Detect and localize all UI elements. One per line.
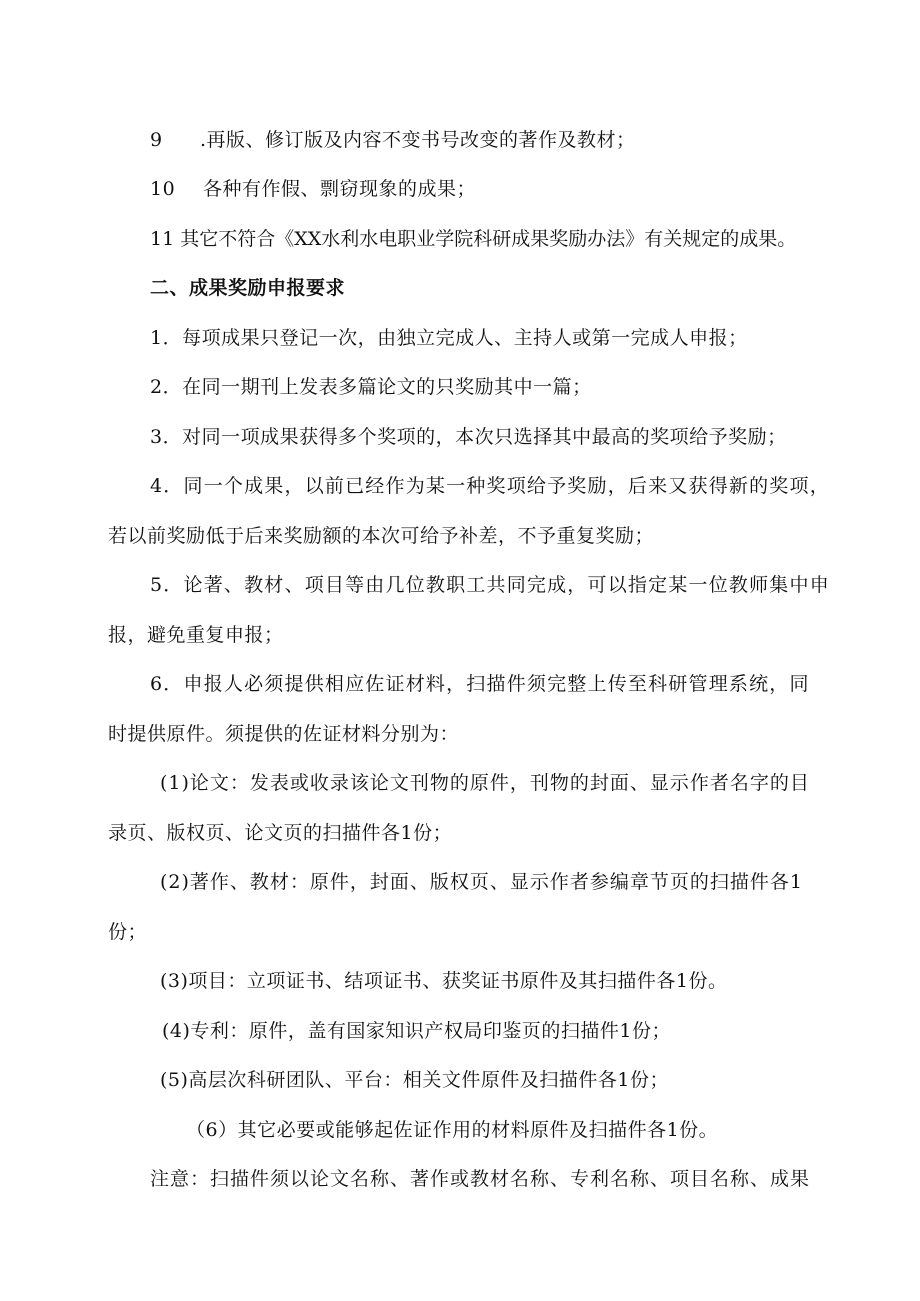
evidence-2-line-1: (2)著作、教材：原件，封面、版权页、显示作者参编章节页的扫描件各1 [160,871,804,893]
evidence-4: (4)专利：原件，盖有国家知识产权局印鉴页的扫描件1份； [162,1020,672,1042]
evidence-1-line-1: (1)论文：发表或收录该论文刊物的原件，刊物的封面、显示作者名字的目 [160,772,810,794]
evidence-6: （6）其它必要或能够起佐证作用的材料原件及扫描件各1份。 [186,1119,719,1141]
list-item-11: 11 其它不符合《XX水利水电职业学院科研成果奖励办法》有关规定的成果。 [150,228,797,250]
list-item-10 [150,177,476,201]
list-item-9 [150,128,636,152]
evidence-3: (3)项目：立项证书、结项证书、获奖证书原件及其扫描件各1份。 [160,970,728,992]
item-number: 9 [150,129,163,151]
item-text: 各种有作假、剽窃现象的成果； [203,178,477,200]
item-number: 10 [150,178,176,200]
evidence-1-line-2: 录页、版权页、论文页的扫描件各1份； [108,822,453,844]
requirement-4-line-2: 若以前奖励低于后来奖励额的本次可给予补差，不予重复奖励； [108,525,655,547]
requirement-6-line-2: 时提供原件。须提供的佐证材料分别为： [108,723,460,745]
section-heading: 二、成果奖励申报要求 [150,277,346,299]
requirement-3: 3．对同一项成果获得多个奖项的，本次只选择其中最高的奖项给予奖励； [150,426,787,448]
requirement-5-line-1: 5．论著、教材、项目等由几位教职工共同完成，可以指定某一位教师集中申 [150,574,830,596]
evidence-5: (5)高层次科研团队、平台：相关文件原件及扫描件各1份； [160,1069,670,1091]
requirement-5-line-2: 报，避免重复申报； [108,624,284,646]
requirement-1: 1．每项成果只登记一次，由独立完成人、主持人或第一完成人申报； [150,327,748,349]
requirement-2: 2．在同一期刊上发表多篇论文的只奖励其中一篇； [150,376,592,398]
evidence-2-line-2: 份； [108,921,148,943]
item-text: .再版、修订版及内容不变书号改变的著作及教材； [200,129,636,151]
requirement-6-line-1: 6．申报人必须提供相应佐证材料，扫描件须完整上传至科研管理系统，同 [150,673,810,695]
note-line: 注意：扫描件须以论文名称、著作或教材名称、专利名称、项目名称、成果 [150,1168,811,1190]
requirement-4-line-1: 4．同一个成果，以前已经作为某一种奖项给予奖励，后来又获得新的奖项， [150,475,830,497]
